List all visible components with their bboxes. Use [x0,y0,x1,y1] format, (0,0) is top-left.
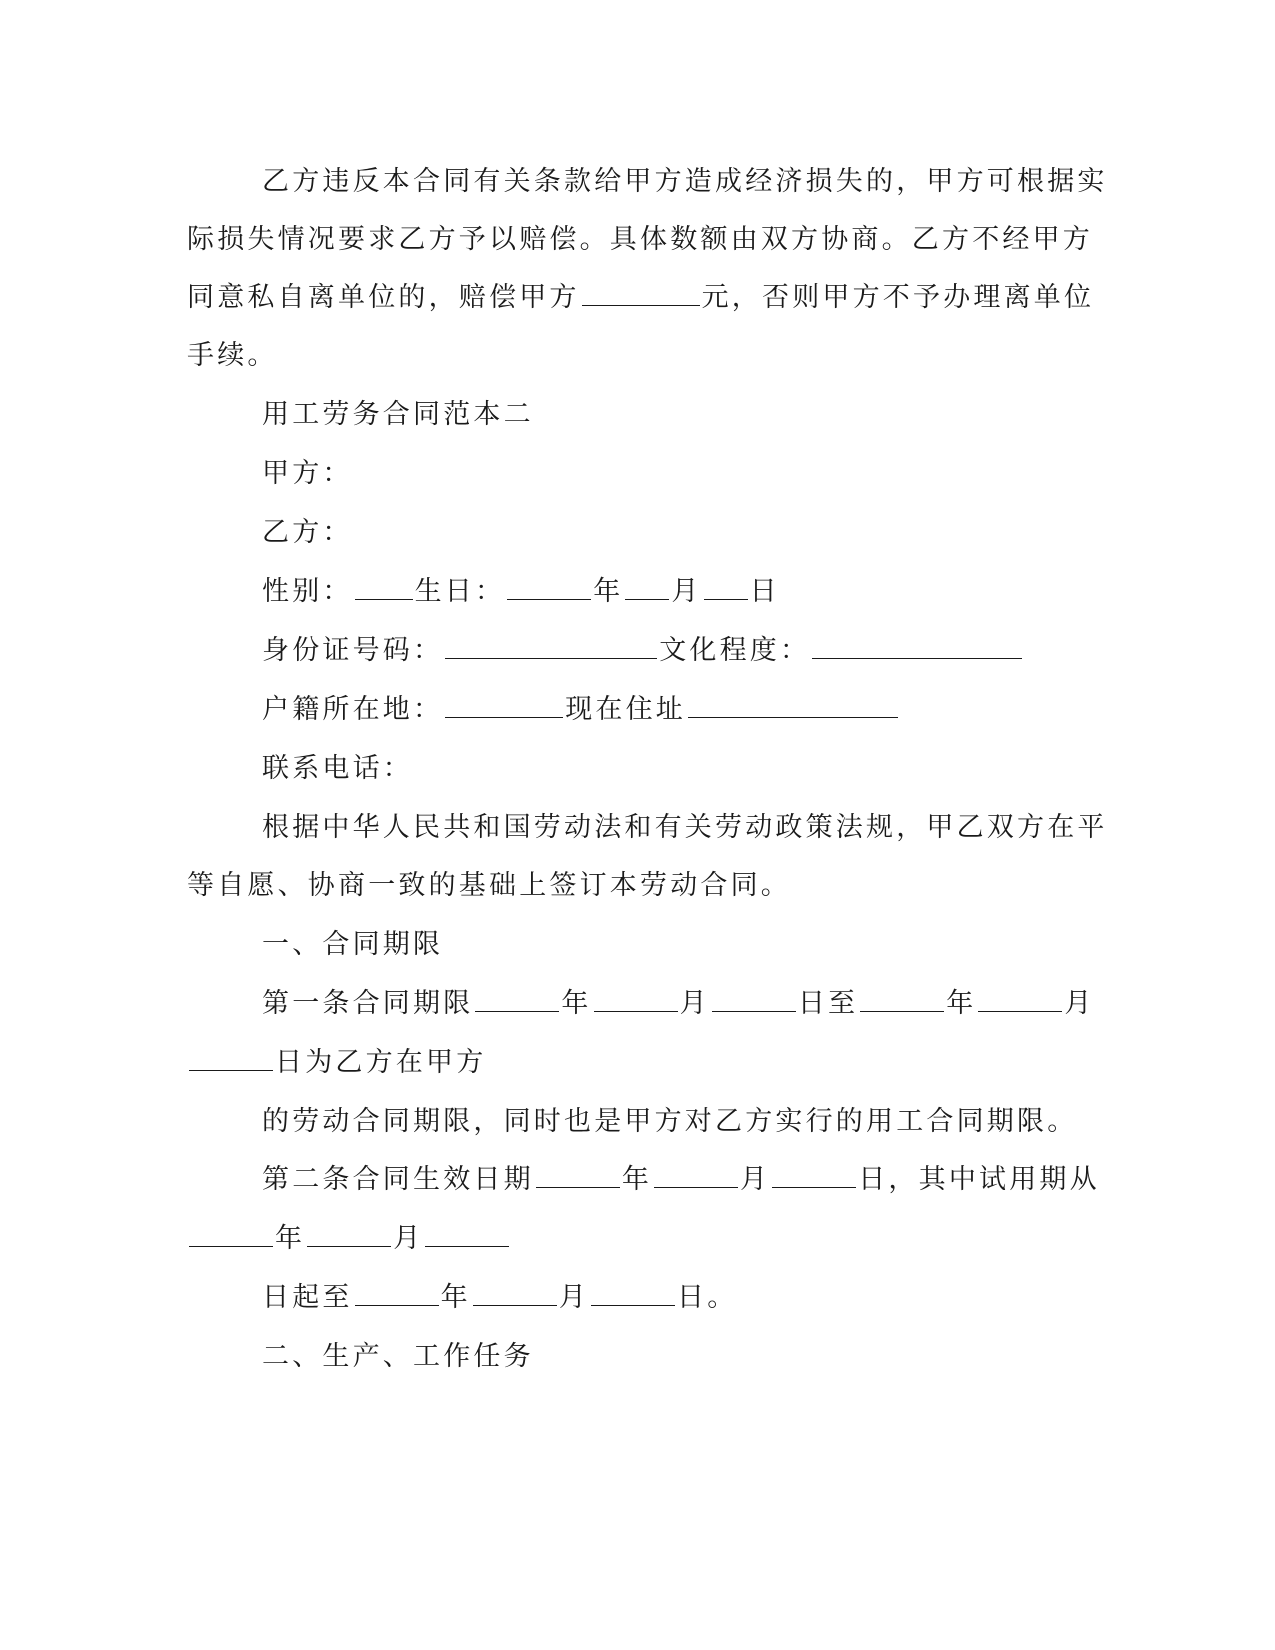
text: 年 [593,576,624,607]
blank-field [591,1281,675,1306]
text: 月 [671,576,702,607]
text: 第一条合同期限 [262,988,474,1019]
section-heading [262,1340,534,1374]
text: 乙方： [262,517,353,548]
text: 性别： [262,576,353,607]
paragraph-line [262,811,1108,845]
paragraph-line [187,869,791,903]
residence-line [262,693,900,727]
text: 元，否则甲方不予办理离单位 [701,282,1095,313]
blank-field [688,693,898,718]
article-2-line [262,1163,1100,1197]
text: 日，其中试用期从 [858,1164,1100,1195]
blank-field [654,1163,738,1188]
text: 日为乙方在甲方 [275,1047,487,1078]
section-title [262,398,534,432]
party-a-line [262,457,353,491]
blank-field [307,1222,391,1247]
blank-field [594,987,678,1012]
article-1-line [262,987,1095,1021]
blank-field [189,1046,273,1071]
text: 年 [561,988,592,1019]
text: 日至 [797,988,859,1019]
blank-field [712,987,796,1012]
blank-field [475,987,559,1012]
article-1-line [262,1105,1077,1139]
blank-field [355,1281,439,1306]
text: 月 [740,1164,771,1195]
text: 月 [679,988,710,1019]
text: 根据中华人民共和国劳动法和有关劳动政策法规，甲乙双方在平 [262,812,1108,843]
party-b-line [262,516,353,550]
text: 第二条合同生效日期 [262,1164,534,1195]
text: 乙方违反本合同有关条款给甲方造成经济损失的，甲方可根据实 [262,166,1108,197]
blank-field [425,1222,509,1247]
text: 日。 [677,1282,738,1313]
text: 年 [946,988,977,1019]
phone-line [262,752,413,786]
blank-field [978,987,1062,1012]
paragraph-line [262,165,1108,199]
blank-field [445,634,657,659]
paragraph-line [187,339,278,373]
text: 日起至 [262,1282,353,1313]
blank-field [582,281,700,306]
paragraph-line [187,223,1093,257]
article-2-line [187,1222,511,1256]
blank-field [704,575,748,600]
text: 甲方： [262,458,353,489]
text: 手续。 [187,340,278,371]
text: 用工劳务合同范本二 [262,399,534,430]
text: 年 [275,1223,306,1254]
blank-field [445,693,563,718]
article-2-line [262,1281,737,1315]
blank-field [625,575,669,600]
text: 一、合同期限 [262,929,444,960]
blank-field [812,634,1022,659]
blank-field [189,1222,273,1247]
paragraph-line [187,281,1094,315]
text: 日 [749,576,780,607]
text: 户籍所在地： [262,694,444,725]
gender-birthday-line [262,575,780,609]
text: 年 [621,1164,653,1195]
id-education-line [262,634,1024,668]
blank-field [772,1163,856,1188]
text: 生日： [414,576,506,607]
blank-field [536,1163,620,1188]
text: 二、生产、工作任务 [262,1341,534,1372]
text: 联系电话： [262,753,413,784]
text: 同意私自离单位的，赔偿甲方 [187,282,580,313]
text: 月 [393,1223,424,1254]
text: 际损失情况要求乙方予以赔偿。具体数额由双方协商。乙方不经甲方 [187,224,1093,255]
text: 现在住址 [565,694,687,725]
text: 年 [440,1282,471,1313]
text: 月 [558,1282,590,1313]
text: 的劳动合同期限，同时也是甲方对乙方实行的用工合同期限。 [262,1106,1078,1137]
section-heading [262,928,443,962]
blank-field [507,575,591,600]
article-1-line [187,1046,486,1080]
text: 文化程度： [659,635,811,666]
blank-field [355,575,413,600]
blank-field [473,1281,557,1306]
text: 等自愿、协商一致的基础上签订本劳动合同。 [187,870,791,901]
text: 身份证号码： [262,635,444,666]
blank-field [860,987,944,1012]
text: 月 [1064,988,1095,1019]
